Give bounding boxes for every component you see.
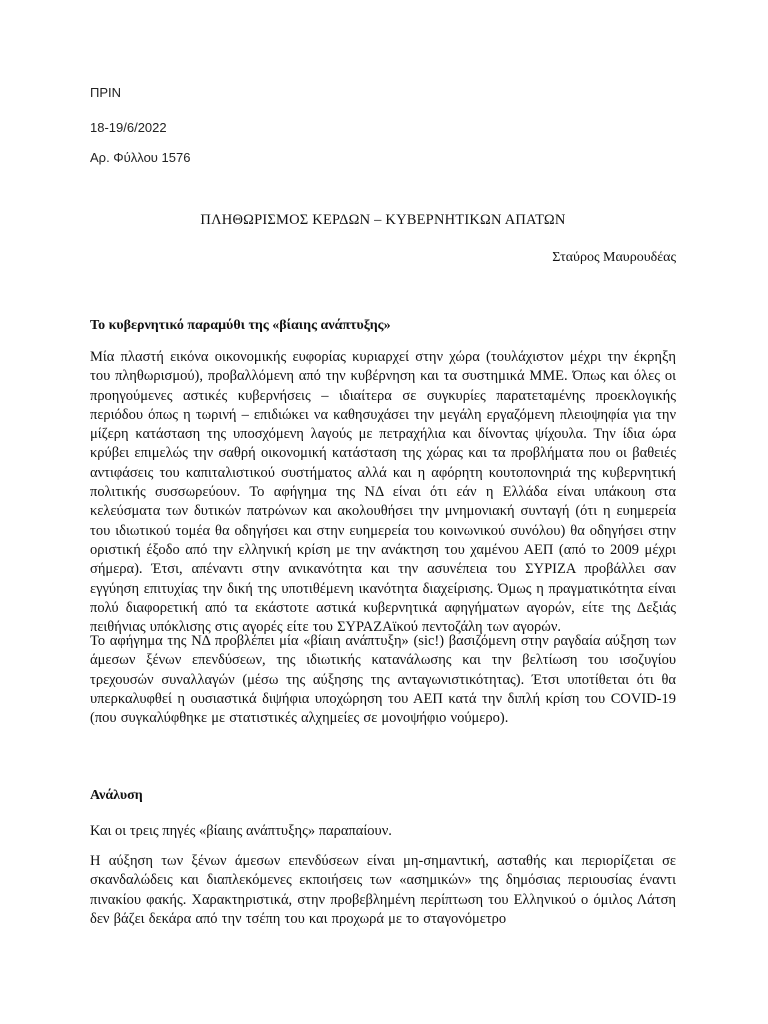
section-heading-intro xyxy=(90,318,391,334)
paragraph: Το αφήγημα της ΝΔ προβλέπει μία «βίαιη ανάπτυξη» (sic!) βασιζόμενη στην ραγδαία αύξηση των άμεσων ξένων επενδύσεων, της ιδιωτικής κατανάλωσης και την βελτίωση του ισοζυγίου τρεχουσών συναλλαγών (μέσω της αύξησης της ανταγωνιστικότητας). Έτσι υποτίθεται ότι θα υπερκαλυφθεί η ουσιαστικά διψήφια υποχώρηση του ΑΕΠ κατά την διπλή κρίση του COVID-19 (που συγκαλύφθηκε με στατιστικές αλχημείες σε μονοψήφιο νούμερο). xyxy=(90,633,676,727)
paragraph: Η αύξηση των ξένων άμεσων επενδύσεων είναι μη-σημαντική, ασταθής και περιορίζεται σε σκανδαλώδεις και διαπλεκόμενες εκποιήσεις των «ασημικών» της δημόσιας περιουσίας έναντι πινακίου φακής. Χαρακτηριστικά, στην προβεβλημένη περίπτωση του Ελληνικού ο όμιλος Λάτση δεν βάζει δεκάρα από την τσέπη του και προχωρά με το σταγονόμετρο xyxy=(90,853,676,927)
article-author: Σταύρος Μαυρουδέας xyxy=(552,250,676,265)
paragraph: Μία πλαστή εικόνα οικονομικής ευφορίας κυριαρχεί στην χώρα (τουλάχιστον μέχρι την έκρηξη του πληθωρισμού), προβαλλόμενη από την κυβέρνηση και τα συστημικά ΜΜΕ. Όπως και όλες οι προηγούμενες αστικές κυβερνήσεις – ιδιαίτερα σε συγκυρίες παρατεταμένης προεκλογικής περιόδου όπως η τωρινή – επιδιώκει να καθησυχάσει την μεγάλη εργαζόμενη πλειοψηφία για την μίζερη κατάσταση της υποσχόμενη λαγούς με πετραχήλια και δίνοντας ψίχουλα. Την ίδια ώρα κρύβει επιμελώς την σαθρή οικονομική κατάσταση της χώρας και τα προβλήματα που οι βαθειές αντιφάσεις του καπιταλιστικού συστήματος αλλά και η αφόρητη κουτοπονηριά της κυβερνητική πολιτικής συσσωρεύουν. Το αφήγημα της ΝΔ είναι ότι εάν η Ελλάδα είναι υπάκουη στα κελεύσματα των δυτικών πατρώνων και ακολουθήσει την μνημονιακή συνταγή (ότι η ευημερεία του ιδιωτικού τομέα θα οδηγήσει και στην ευημερεία του κοινωνικού συνόλου) θα οδηγήσει στην οριστική έξοδο από την ελληνική κρίση με την ανάκτηση του χαμένου ΑΕΠ (από το 2009 μέχρι σήμερα). Έτσι, απέναντι στην ανικανότητα και την ασυνέπεια του ΣΥΡΙΖΑ προβάλλει σαν εγγύηση επιτυχίας την δική της υποτιθέμενη ικανότητα διαχείρισης. Όμως η πραγματικότητα είναι πολύ διαφορετική από τα εκάστοτε αστικά κυβερνητικά αφηγήματων αγορών, είτε της Δεξιάς πειθήνιας υπόκλισης στις αγορές είτε του ΣΥΡΑΖΑϊκού πεντοζάλη των αγορών. xyxy=(90,349,676,636)
section-heading-analysis: Ανάλυση xyxy=(90,788,143,803)
issue-number: Αρ. Φύλλου 1576 xyxy=(90,150,191,165)
paragraph: Και οι τρεις πηγές «βίαιης ανάπτυξης» παραπαίουν. xyxy=(90,823,392,839)
publication-date: 18-19/6/2022 xyxy=(90,120,167,135)
section-heading-text: Το κυβερνητικό παραμύθι της «βίαιης ανάπτυξης» xyxy=(90,318,391,333)
article-title: ΠΛΗΘΩΡΙΣΜΟΣ ΚΕΡΔΩΝ – ΚΥΒΕΡΝΗΤΙΚΩΝ ΑΠΑΤΩΝ xyxy=(200,212,566,228)
publication-label: ΠΡΙΝ xyxy=(90,85,122,100)
